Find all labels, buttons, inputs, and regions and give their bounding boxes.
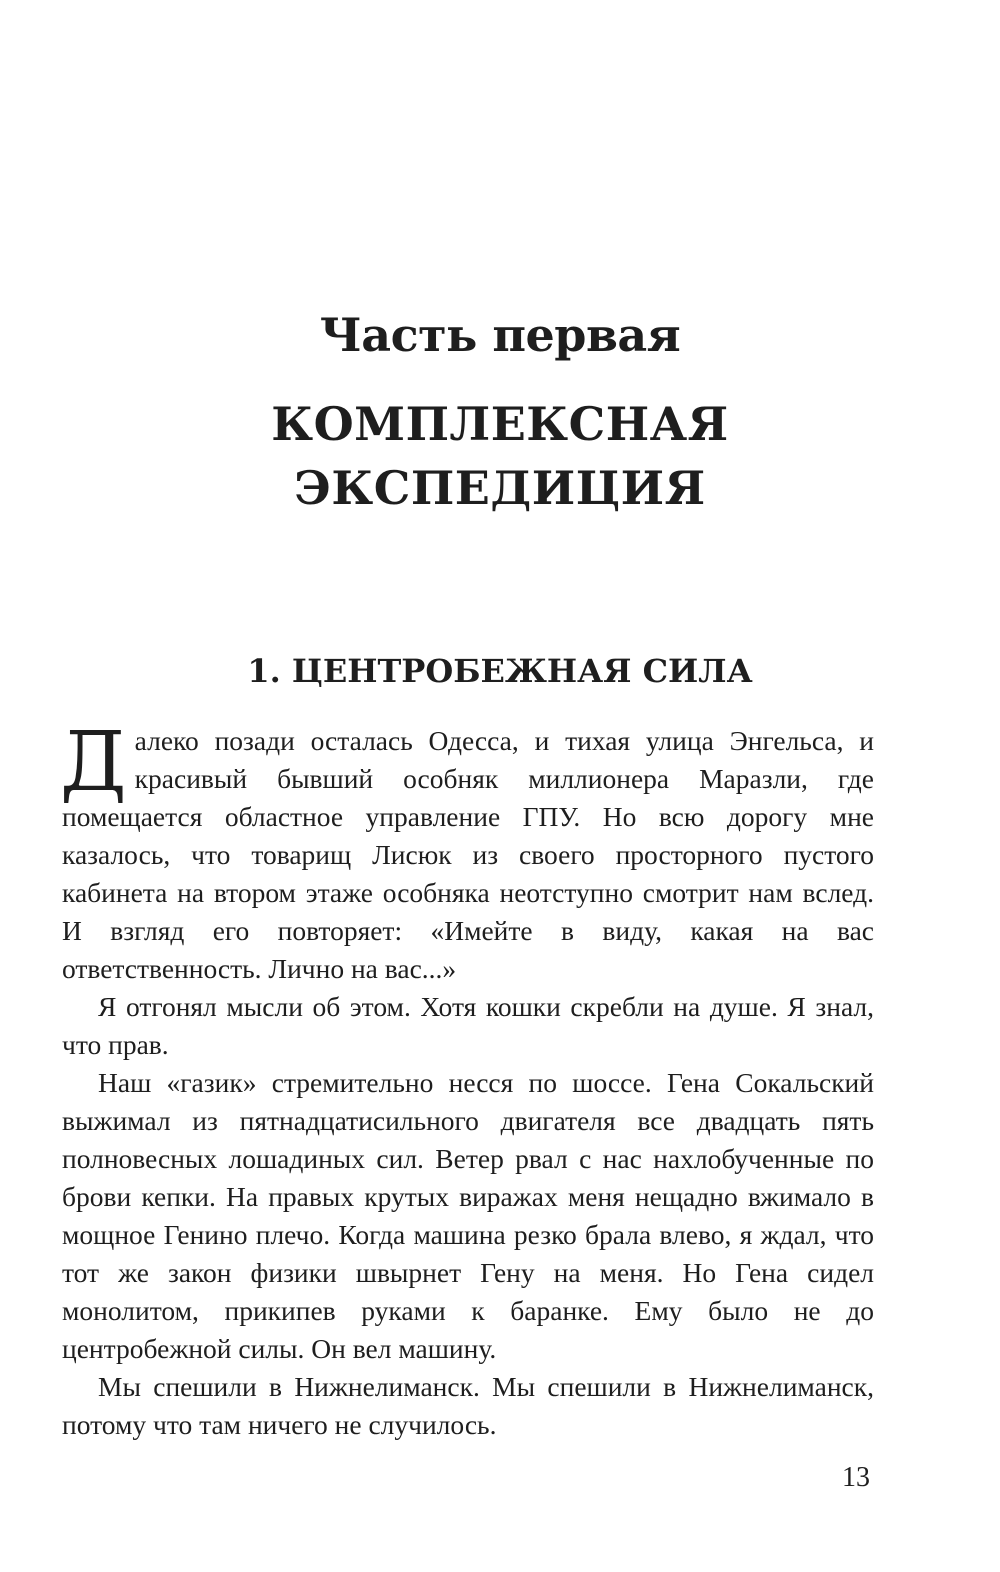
drop-cap: Д bbox=[60, 715, 127, 810]
paragraph-1-text: алеко позади осталась Одесса, и тихая улица Энгельса, и красивый бывший особняк миллионера Маразли, где помещается областное управление ГПУ. Но всю дорогу мне казалось, что товарищ Лисюк из своего просторного пустого кабинета на втором этаже особняка неотступно смотрит нам вслед. И взгляд его повторяет: «Имейте в виду, какая на вас ответственность. Лично на вас...» bbox=[62, 725, 874, 984]
book-title-line-2: ЭКСПЕДИЦИЯ bbox=[294, 461, 706, 515]
paragraph-3: Наш «газик» стремительно несся по шоссе. Гена Сокальский выжимал из пятнадцатисильного двигателя все двадцать пять полновесных лошадиных сил. Ветер рвал с нас нахлобученные по брови кепки. На правых крутых виражах меня нещадно вжимало в мощное Генино плечо. Когда машина резко брала влево, я ждал, что тот же закон физики швырнет Гену на меня. Но Гена сидел монолитом, прикипев руками к баранке. Ему было не до центробежной силы. Он вел машину. bbox=[62, 1067, 874, 1364]
paragraph-4: Мы спешили в Нижнелиманск. Мы спешили в Нижнелиманск, потому что там ничего не случилось. bbox=[62, 1371, 874, 1440]
chapter-body bbox=[60, 715, 874, 1444]
paragraph-1 bbox=[60, 715, 874, 988]
book-title bbox=[0, 392, 1000, 520]
book-title-line-1: КОМПЛЕКСНАЯ bbox=[271, 397, 729, 451]
part-title: Часть первая bbox=[319, 308, 681, 362]
paragraph-2: Я отгонял мысли об этом. Хотя кошки скребли на душе. Я знал, что прав. bbox=[62, 991, 874, 1060]
chapter-title: 1. ЦЕНТРОБЕЖНАЯ СИЛА bbox=[247, 652, 753, 690]
page-number: 13 bbox=[842, 1462, 870, 1493]
